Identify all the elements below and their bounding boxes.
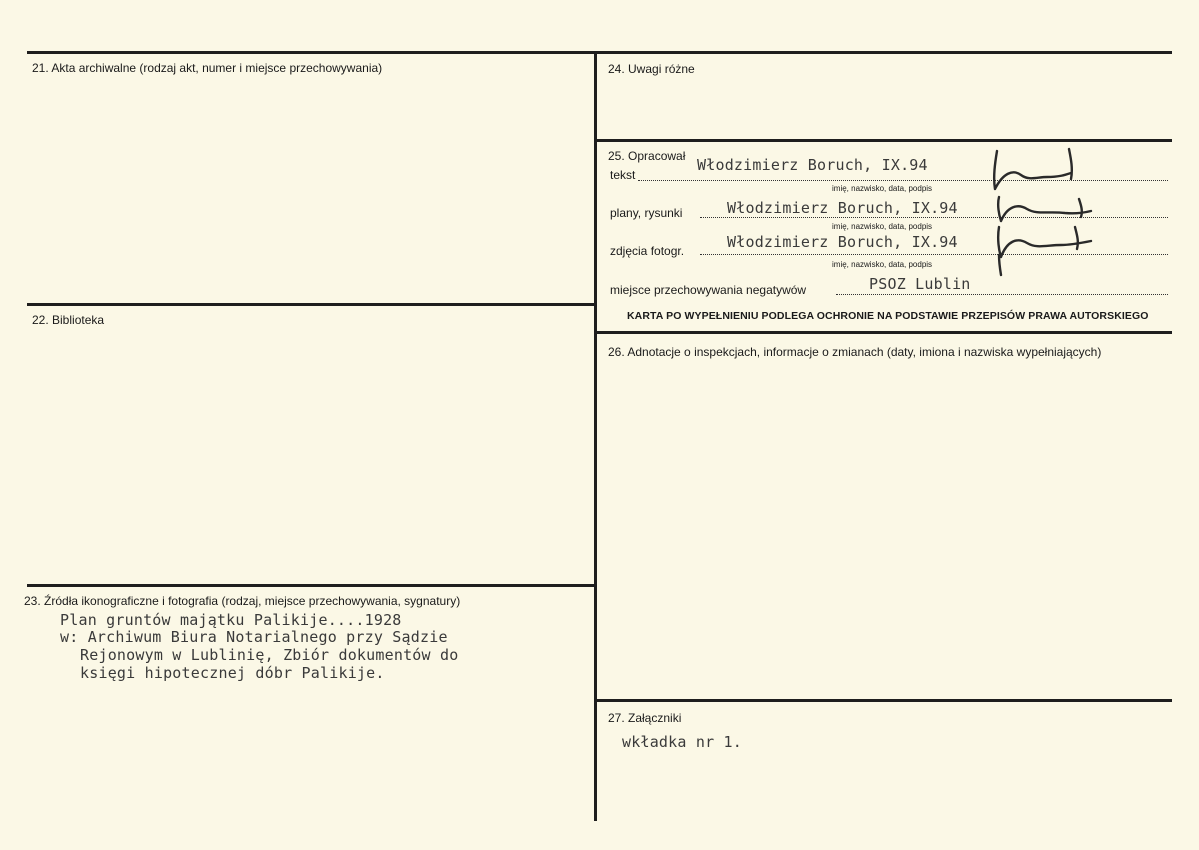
negatives-label: miejsce przechowywania negatywów (610, 283, 807, 297)
row-plany-label: plany, rysunki (610, 206, 683, 220)
row-tekst-label: tekst (610, 168, 636, 182)
section-23-label: 23. Źródła ikonograficzne i fotografia (rodzaj, miejsce przechowywania, sygnatury) (24, 594, 461, 608)
section-23-line-4: księgi hipotecznej dóbr Palikije. (80, 664, 385, 682)
rule-26-27 (596, 699, 1172, 702)
negatives-value: PSOZ Lublin (869, 275, 971, 293)
row-plany-value: Włodzimierz Boruch, IX.94 (727, 199, 958, 217)
section-25-label: 25. Opracował (608, 149, 686, 163)
section-23-line-3: Rejonowym w Lublinię, Zbiór dokumentów do (80, 646, 459, 664)
section-22-label: 22. Biblioteka (32, 313, 105, 327)
rule-21-22 (27, 303, 595, 306)
signature-mark (985, 143, 1105, 278)
row-tekst-caption: imię, nazwisko, data, podpis (832, 184, 933, 193)
row-tekst-value: Włodzimierz Boruch, IX.94 (697, 156, 928, 174)
top-rule (27, 51, 1172, 54)
negatives-line (836, 294, 1168, 295)
section-23-line-2: w: Archiwum Biura Notarialnego przy Sądzie (60, 628, 448, 646)
copyright-note: KARTA PO WYPEŁNIENIU PODLEGA OCHRONIE NA PODSTAWIE PRZEPISÓW PRAWA AUTORSKIEGO (627, 310, 1149, 322)
section-27-value: wkładka nr 1. (622, 733, 742, 751)
row-zdjecia-caption: imię, nazwisko, data, podpis (832, 260, 933, 269)
center-divider (594, 51, 597, 821)
row-plany-caption: imię, nazwisko, data, podpis (832, 222, 933, 231)
row-zdjecia-label: zdjęcia fotogr. (610, 244, 685, 258)
section-24-label: 24. Uwagi różne (608, 62, 695, 76)
section-21-label: 21. Akta archiwalne (rodzaj akt, numer i miejsce przechowywania) (32, 61, 383, 75)
section-23-line-1: Plan gruntów majątku Palikije....1928 (60, 611, 402, 629)
row-zdjecia-value: Włodzimierz Boruch, IX.94 (727, 233, 958, 251)
section-26-label: 26. Adnotacje o inspekcjach, informacje o zmianach (daty, imiona i nazwiska wypełniających) (608, 345, 1102, 359)
rule-25-26 (596, 331, 1172, 334)
section-27-label: 27. Załączniki (608, 711, 682, 725)
rule-22-23 (27, 584, 595, 587)
rule-24-25 (596, 139, 1172, 142)
